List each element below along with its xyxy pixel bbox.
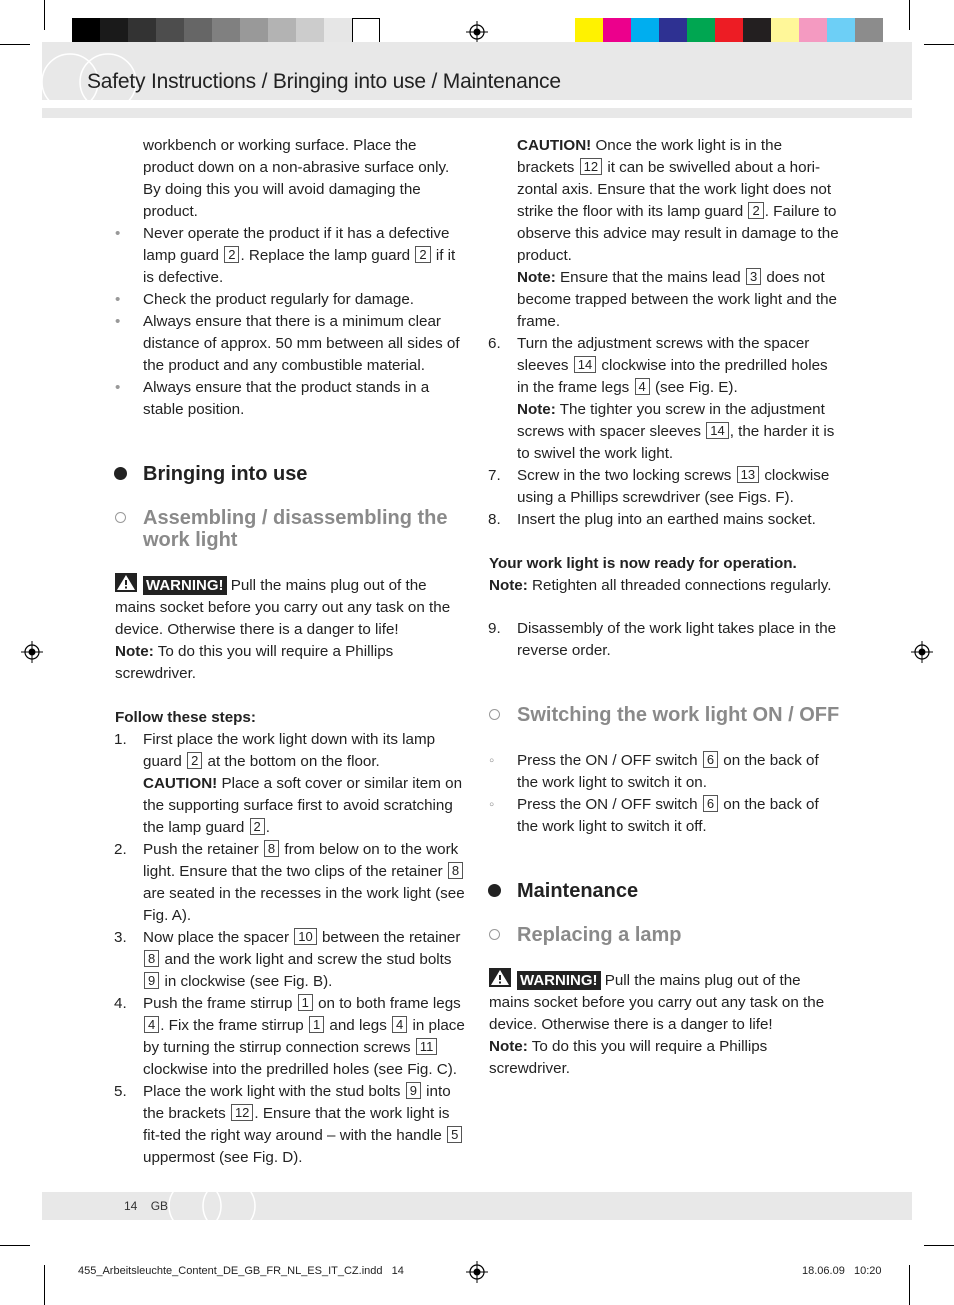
right-column — [489, 135, 841, 1080]
filled-bullet-icon — [114, 467, 127, 480]
language-code: GB — [150, 1199, 169, 1213]
page-footer — [124, 1199, 168, 1213]
registration-mark-icon — [911, 641, 933, 663]
part-number-box: 2 — [748, 202, 763, 219]
page-title: Safety Instructions / Bringing into use / Maintenance — [87, 70, 561, 93]
warning-paragraph: WARNING! Pull the mains plug out of the mains socket before you carry out any task on the device. Otherwise there is a danger to life! — [489, 968, 841, 1036]
part-number-box: 6 — [703, 751, 718, 768]
switch-item: ◦ Press the ON / OFF switch 6 on the back of the work light to switch it off. — [489, 796, 819, 835]
step-item: 1. First place the work light down with its lamp guard 2 at the bottom on the floor. CAUTION! Place a soft cover or similar item on the supporting surface first to avoid scratching the lamp guard 2 . — [114, 731, 463, 836]
bullet-icon: • — [115, 291, 121, 308]
bullet-icon: • — [115, 379, 121, 396]
part-number-box: 8 — [264, 840, 279, 857]
step-item: 2. Push the retainer 8 from below on to the work light. Ensure that the two clips of the retainer 8 are seated in the recesses in the work light (see Fig. A). — [114, 841, 465, 924]
part-number-box: 6 — [703, 795, 718, 812]
hollow-bullet-icon — [489, 709, 500, 720]
bullet-item: • Never operate the product if it has a defective lamp guard 2 . Replace the lamp guard 2 if it is defective. — [115, 225, 456, 286]
part-number-box: 12 — [231, 1104, 253, 1121]
registration-mark-icon — [466, 1261, 488, 1283]
crop-mark — [909, 0, 910, 30]
left-column — [115, 135, 467, 1169]
crop-mark — [0, 1245, 30, 1246]
crop-mark — [44, 1265, 45, 1305]
part-number-box: 13 — [737, 466, 759, 483]
part-number-box: 14 — [574, 356, 596, 373]
note-paragraph: Note: To do this you will require a Phillips screwdriver. — [115, 643, 394, 682]
switch-instructions-list — [489, 750, 841, 838]
warning-badge: WARNING! — [517, 971, 601, 990]
part-number-box: 8 — [448, 862, 463, 879]
step-item: 7. Screw in the two locking screws 13 clockwise using a Phillips screwdriver (see Figs. F). — [488, 467, 830, 506]
step-item: 8. Insert the plug into an earthed mains socket. — [488, 511, 816, 528]
part-number-box: 2 — [224, 246, 239, 263]
part-number-box: 4 — [635, 378, 650, 395]
subheading-assembling: Assembling / disassembling the work light — [143, 507, 467, 551]
subheading-replacing: Replacing a lamp — [517, 924, 841, 946]
part-number-box: 8 — [144, 950, 159, 967]
registration-mark-icon — [21, 641, 43, 663]
step-9: 9. Disassembly of the work light takes place in the reverse order. — [488, 620, 837, 659]
crop-mark — [924, 1245, 954, 1246]
assembly-steps-list-continued — [489, 333, 841, 531]
section-heading-bringing: Bringing into use — [143, 463, 467, 485]
note-paragraph: Note: Retighten all threaded connections regularly. — [489, 577, 832, 594]
bullet-icon: • — [115, 225, 121, 242]
crop-mark — [924, 44, 954, 45]
hollow-bullet-icon — [115, 512, 126, 523]
part-number-box: 5 — [447, 1126, 462, 1143]
section-heading-maintenance: Maintenance — [517, 880, 841, 902]
switch-item: ◦ Press the ON / OFF switch 6 on the back of the work light to switch it on. — [489, 752, 819, 791]
warning-triangle-icon — [115, 573, 137, 592]
part-number-box: 14 — [706, 422, 728, 439]
part-number-box: 2 — [415, 246, 430, 263]
crop-mark — [909, 1265, 910, 1305]
part-number-box: 12 — [580, 158, 602, 175]
step-item: 3. Now place the spacer 10 between the retainer 8 and the work light and screw the stud bolts 9 in clockwise (see Fig. B). — [114, 929, 461, 990]
hollow-bullet-icon — [489, 929, 500, 940]
part-number-box: 9 — [406, 1082, 421, 1099]
page-number: 14 — [124, 1199, 138, 1213]
part-number-box: 10 — [294, 928, 316, 945]
warning-badge: WARNING! — [143, 576, 227, 595]
bullet-icon: • — [115, 313, 121, 330]
decorative-circles-icon — [165, 1172, 265, 1232]
steps-heading: Follow these steps: — [115, 709, 256, 726]
part-number-box: 4 — [392, 1016, 407, 1033]
step-item: 4. Push the frame stirrup 1 on to both frame legs 4 . Fix the frame stirrup 1 and legs 4 in place by turning the stirrup connection screws 11 clockwise into the predrilled holes (see Fig. C). — [114, 995, 465, 1078]
part-number-box: 4 — [144, 1016, 159, 1033]
slug-filename: 455_Arbeitsleuchte_Content_DE_GB_FR_NL_ES_IT_CZ.indd 14 — [78, 1265, 404, 1277]
hollow-bullet-icon: ◦ — [489, 796, 495, 813]
ready-text: Your work light is now ready for operation. — [489, 555, 797, 572]
intro-paragraph: workbench or working surface. Place the product down on a non-abrasive surface only. By doing this you will avoid damaging the product. — [143, 137, 450, 220]
caution-paragraph: CAUTION! Once the work light is in the brackets 12 it can be swivelled about a hori-zontal axis. Ensure that the work light does not strike the floor with its lamp guard 2 . Failure to observe this advice may result in damage to the product. — [517, 137, 839, 264]
slug-date: 18.06.09 10:20 — [802, 1265, 882, 1277]
hollow-bullet-icon: ◦ — [489, 752, 495, 769]
bullet-item: • Always ensure that the product stands in a stable position. — [115, 379, 430, 418]
part-number-box: 1 — [298, 994, 313, 1011]
subheading-switching: Switching the work light ON / OFF — [517, 704, 841, 726]
safety-bullet-list — [115, 223, 467, 421]
assembly-steps-list — [115, 729, 467, 1169]
note-paragraph: Note: Ensure that the mains lead 3 does not become trapped between the work light and the frame. — [517, 269, 837, 330]
warning-paragraph: WARNING! Pull the mains plug out of the mains socket before you carry out any task on the device. Otherwise there is a danger to life! — [115, 573, 467, 641]
registration-mark-icon — [466, 21, 488, 43]
step-item: 6. Turn the adjustment screws with the spacer sleeves 14 clockwise into the predrilled holes in the frame legs 4 (see Fig. E). Note: The tighter you screw in the adjustment screws with spacer sleeves 14 , the harder it is to swivel the work light. — [488, 335, 835, 462]
crop-mark — [0, 44, 30, 45]
part-number-box: 2 — [250, 818, 265, 835]
note-paragraph: Note: To do this you will require a Phillips screwdriver. — [489, 1038, 768, 1077]
step-item: 5. Place the work light with the stud bolts 9 into the brackets 12 . Ensure that the work light is fit-ted the right way around – with the handle 5 uppermost (see Fig. D). — [143, 1081, 467, 1169]
part-number-box: 9 — [144, 972, 159, 989]
bullet-item: • Always ensure that there is a minimum clear distance of approx. 50 mm between all sides of the product and any combustible material. — [115, 313, 460, 374]
crop-mark — [44, 0, 45, 30]
bullet-item: • Check the product regularly for damage. — [143, 289, 467, 311]
warning-triangle-icon — [489, 968, 511, 987]
part-number-box: 11 — [416, 1038, 438, 1055]
part-number-box: 1 — [309, 1016, 324, 1033]
part-number-box: 2 — [187, 752, 202, 769]
filled-bullet-icon — [488, 884, 501, 897]
part-number-box: 3 — [746, 268, 761, 285]
header-underline — [42, 108, 912, 118]
